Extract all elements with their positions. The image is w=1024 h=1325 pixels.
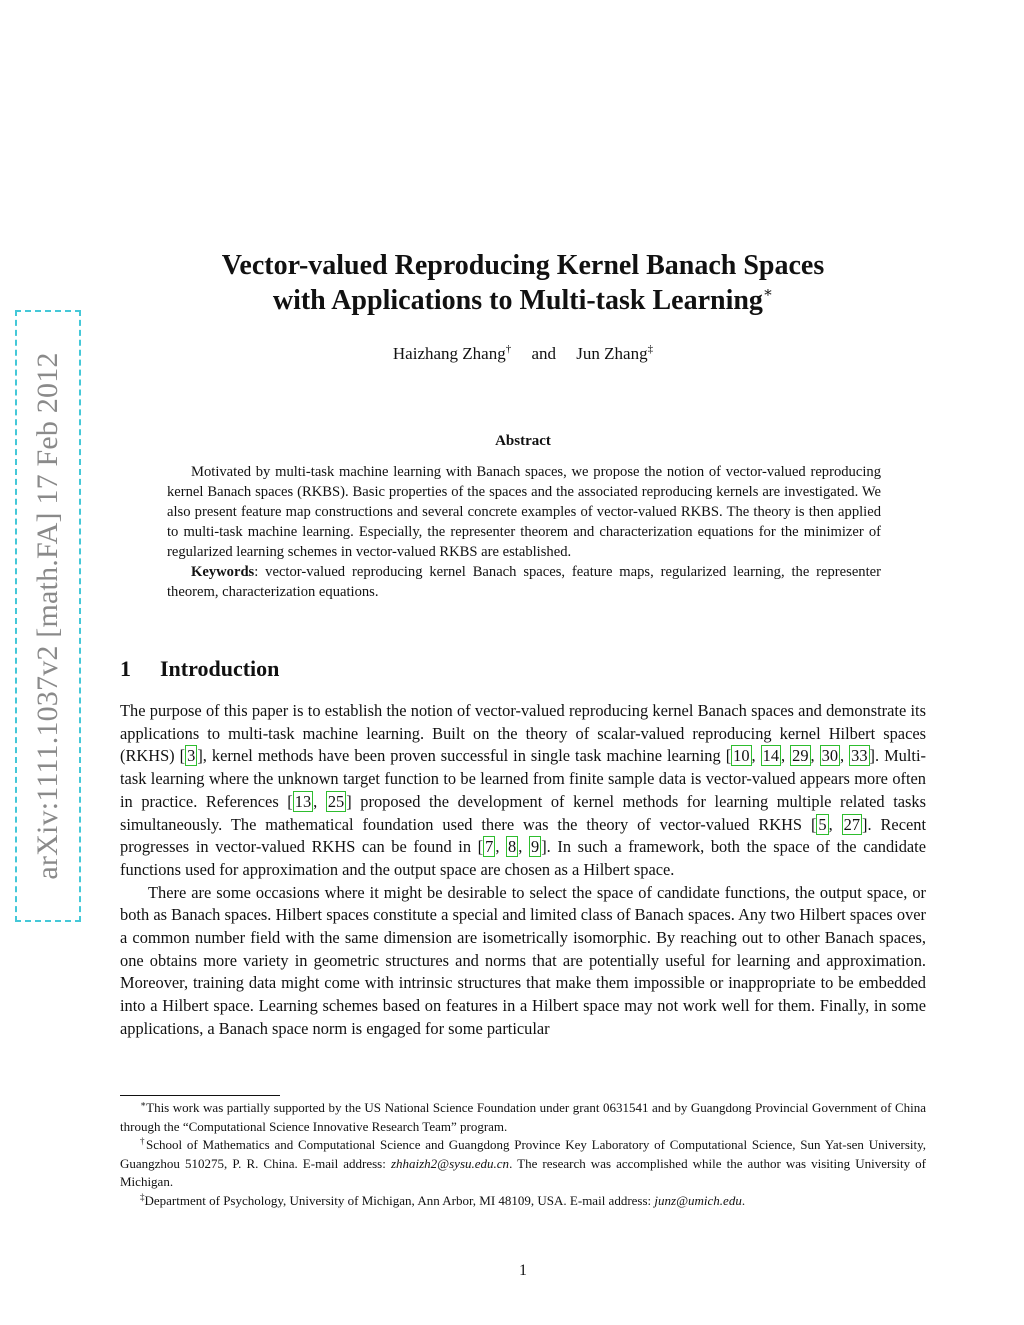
citation-link[interactable]: 3: [187, 746, 196, 766]
citation-link[interactable]: 30: [821, 746, 839, 766]
abstract-text: Motivated by multi-task machine learning with Banach spaces, we propose the notion of vector-valued reproducing kernel Banach spaces (RKBS). Basic properties of the spaces and the associated reproducing kernels are investigated. We also present feature map constructions and several concrete examples of vector-valued RKBS. The theory is then applied to multi-task machine learning. Especially, the representer theorem and characterization equations for the minimizer of regularized learning schemes in vector-valued RKBS are established.: [167, 464, 881, 560]
citation-link[interactable]: 25: [327, 791, 345, 811]
citation-link[interactable]: 9: [530, 837, 540, 857]
p1-text-3: ]. Multi-task learning where the unknown target function to be learned from finite sample data is vector-valued appears more often in practice. References [: [120, 746, 926, 811]
footnote-3-text-end: .: [741, 1192, 746, 1208]
intro-body: [120, 700, 926, 1041]
footnote-divider: [120, 1095, 280, 1096]
footnotes: [120, 1099, 926, 1210]
p1-text-4: ] proposed the development of kernel methods for learning multiple related tasks simultaneously. The mathematical foundation used there was the theory of vector-valued RKHS [: [120, 791, 927, 834]
section-heading: [120, 656, 279, 682]
email-link[interactable]: zhhaizh2@sysu.edu.cn: [390, 1155, 510, 1171]
paper-title: [120, 248, 926, 318]
author-list: [120, 344, 926, 364]
footnote-3-mark: ‡: [140, 1191, 145, 1202]
footnote-1-mark: ∗: [140, 1099, 147, 1109]
arxiv-stamp[interactable]: [15, 310, 81, 922]
section-number: 1: [120, 656, 131, 681]
keywords-text: : vector-valued reproducing kernel Banach spaces, feature maps, regularized learning, the representer theorem, characterization equations.: [167, 564, 881, 600]
citation-link[interactable]: 5: [818, 814, 827, 834]
footnote-2-text: School of Mathematics and Computational Science and Guangdong Province Key Laboratory of Computational Science, Sun Yat-sen University, Guangzhou 510275, P. R. China. E-mail address:: [120, 1137, 927, 1171]
citation-link[interactable]: 14: [762, 746, 780, 766]
footnote-2: [120, 1136, 926, 1192]
footnote-2-text-end: . The research was accomplished while the author was visiting University of Michigan.: [120, 1155, 926, 1189]
author-2: Jun Zhang: [576, 344, 648, 363]
citation-link[interactable]: 8: [508, 837, 517, 857]
citation-link[interactable]: 7: [485, 837, 494, 857]
citation-link[interactable]: 33: [851, 746, 868, 766]
p1-text-1: The purpose of this paper is to establish the notion of vector-valued reproducing kernel Banach spaces and demonstrate its applications to multi-task machine learning. Built on the theory of scalar-valued reproducing kernel Hilbert spaces (RKHS) [: [120, 701, 926, 766]
title-line-2: with Applications to Multi-task Learning: [272, 285, 763, 316]
keywords: [167, 562, 881, 602]
arxiv-id: arXiv:1111.1037v2 [math.FA] 17 Feb 2012: [31, 352, 64, 880]
intro-paragraph-1: The purpose of this paper is to establish the notion of vector-valued reproducing kernel Banach spaces and demonstrate its applications to multi-task machine learning. Built on the theory of scalar-valued reproducing kernel Hilbert spaces (RKHS) [ 3 ], kernel methods have been proven successful in single task machine learning [ 10 , 14 , 29 , 30 , 33 ]. Multi-task learning where the unknown target function to be learned from finite sample data is vector-valued appears more often in practice. References [ 13 , 25 ] proposed the development of kernel methods for learning multiple related tasks simultaneously. The mathematical foundation used there was the theory of vector-valued RKHS [ 5 , 27 ]. Recent progresses in vector-valued RKHS can be found in [ 7 , 8 , 9 ]. In such a framework, both the space of the candidate functions used for approximation and the output space are chosen as a Hilbert space.: [120, 701, 927, 879]
p1-text-2: ], kernel methods have been proven successful in single task machine learning [: [197, 746, 732, 766]
keywords-label: Keywords: [191, 564, 255, 580]
citation-link[interactable]: 27: [843, 814, 861, 834]
email-link[interactable]: junz@umich.edu: [654, 1192, 742, 1208]
citation-link[interactable]: 13: [294, 791, 312, 811]
intro-paragraph-2: There are some occasions where it might be desirable to select the space of candidate functions, the output space, or both as Banach spaces. Hilbert spaces constitute a special and limited class of Banach spaces. Any two Hilbert spaces over a common number field with the same dimension are isometrically isomorphic. By reaching out to other Banach spaces, one obtains more variety in geometric structures and norms that are potentially useful for learning and approximation. Moreover, training data might come with intrinsic structures that make them impossible or inappropriate to be embedded into a Hilbert space. Learning schemes based on features in a Hilbert space may not work well for them. Finally, in some applications, a Banach space norm is engaged for some particular: [120, 882, 926, 1038]
footnote-3-text: Department of Psychology, University of Michigan, Ann Arbor, MI 48109, USA. E-mail address:: [144, 1192, 655, 1208]
footnote-1-text: This work was partially supported by the US National Science Foundation under grant 0631541 and by Guangdong Provincial Government of China through the “Computational Science Innovative Research Team” program.: [120, 1100, 926, 1134]
section-title: Introduction: [160, 656, 280, 681]
abstract-heading: Abstract: [495, 433, 551, 449]
author-2-mark[interactable]: ‡: [647, 343, 654, 355]
page-number: 1: [519, 1262, 527, 1279]
abstract: [167, 462, 881, 602]
footnote-1: [120, 1099, 926, 1136]
citation-link[interactable]: 29: [792, 746, 809, 766]
author-conjunction: and: [531, 344, 557, 363]
footnote-2-mark: †: [140, 1136, 147, 1146]
citation-link[interactable]: 10: [733, 746, 750, 766]
author-1: Haizhang Zhang: [392, 344, 506, 363]
p1-text-5: ]. Recent progresses in vector-valued RKHS can be found in [: [120, 814, 926, 857]
title-line-1: Vector-valued Reproducing Kernel Banach Spaces: [221, 250, 825, 281]
author-1-mark[interactable]: †: [505, 343, 512, 355]
footnote-3: [120, 1192, 926, 1211]
p1-text-6: ]. In such a framework, both the space of the candidate functions used for approximation and the output space are chosen as a Hilbert space.: [120, 837, 927, 879]
title-footnote-mark[interactable]: ∗: [762, 285, 774, 301]
